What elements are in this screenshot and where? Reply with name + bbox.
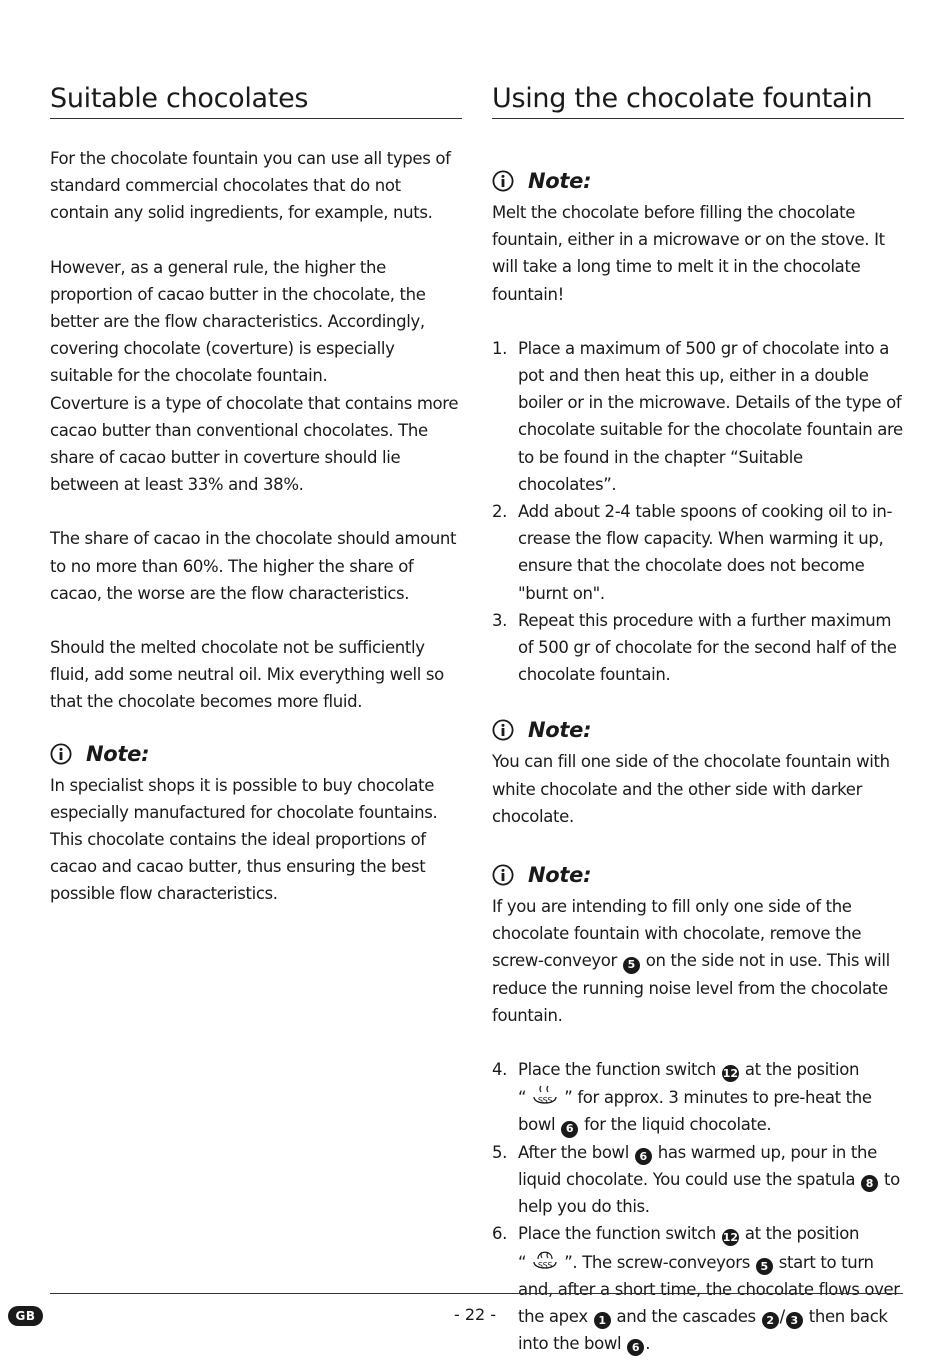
paragraph: However, as a general rule, the higher the proportion of cacao butter in the chocolate, the better are the flow characteristics. Accordingly, covering chocolate (coverture) is especially suitable for the chocolate fountain. [50, 257, 426, 386]
step-text: After the bowl [518, 1142, 629, 1162]
note-label: Note: [86, 741, 150, 766]
quote-mark: “ [518, 1088, 527, 1108]
steps-list-a [492, 335, 904, 689]
separator: / [779, 1306, 785, 1326]
ref-badge: 6 [561, 1121, 578, 1138]
ref-badge: 5 [756, 1258, 773, 1275]
step-number: 2. [492, 502, 508, 522]
note-text: Melt the chocolate before filling the chocolate fountain, either in a microwave or on the stove. It will take a long time to melt it in the chocolate fountain! [492, 203, 885, 304]
step-text: and the cascades [616, 1306, 756, 1326]
info-icon [50, 743, 72, 765]
note-heading [492, 712, 904, 748]
step-text: at the position [744, 1060, 860, 1080]
paragraph: Should the melted chocolate not be sufficiently fluid, add some neutral oil. Mix everything well so that the chocolate becomes more fluid. [50, 638, 444, 712]
language-badge: GB [8, 1306, 43, 1326]
note-label: Note: [528, 169, 592, 193]
step-text: has warmed up, pour in the liquid chocolate. You could use the spatula [518, 1142, 877, 1189]
quote-mark: ”. [564, 1252, 578, 1272]
info-icon [492, 170, 514, 192]
ref-badge: 8 [861, 1175, 878, 1192]
ref-badge: 3 [786, 1312, 803, 1329]
paragraph: For the chocolate fountain you can use all types of standard commercial chocolates that do not contain any solid ingredients, for example, nuts. [50, 149, 451, 223]
note-text [492, 893, 904, 1029]
step-text: for approx. 3 minutes to pre-heat the bowl [518, 1088, 872, 1135]
paragraph: Coverture is a type of chocolate that contains more cacao butter than conventional chocolates. The share of cacao butter in coverture should lie between at least 33% and 38%. [50, 393, 459, 495]
ref-badge: 12 [722, 1065, 739, 1082]
note-text: You can fill one side of the chocolate fountain with white chocolate and the other side with darker chocolate. [492, 752, 890, 826]
note-heading [492, 857, 904, 893]
step-text: Place a maximum of 500 gr of chocolate into a pot and then heat this up, either in a double boiler or in the microwave. Details of the type of chocolate suitable for the chocolate fountain are to be found in the chapter “Suitable chocolates”. [518, 338, 903, 494]
step-number: 1. [492, 338, 508, 358]
page-number: - 22 - [453, 1305, 497, 1324]
step-text: for the liquid chocolate. [584, 1115, 772, 1135]
info-icon [492, 864, 514, 886]
note-text-part: on the side not in use. This will reduce the running noise level from the chocolate fountain. [492, 951, 890, 1025]
step-text: Place the function switch [518, 1060, 717, 1080]
step-text: Add about 2-4 table spoons of cooking oil to in-crease the flow capacity. When warming it up, ensure that the chocolate does not become "burnt on". [518, 502, 893, 603]
note-label: Note: [528, 718, 592, 743]
ref-badge: 1 [594, 1312, 611, 1329]
list-item [492, 335, 904, 498]
quote-mark: “ [518, 1252, 527, 1272]
step-number: 6. [492, 1224, 508, 1244]
note-heading [50, 736, 462, 772]
svg-text:SSS: SSS [538, 1096, 553, 1106]
step-text: at the position [744, 1224, 860, 1244]
step-number: 3. [492, 610, 508, 630]
note-text: In specialist shops it is possible to buy chocolate especially manufactured for chocolate fountains. This chocolate contains the ideal proportions of cacao and cacao butter, thus ensuring the best possible flow characteristics. [50, 775, 438, 904]
info-icon [492, 719, 514, 741]
step-number: 4. [492, 1060, 508, 1080]
note-label: Note: [528, 863, 592, 888]
note-heading [492, 163, 904, 199]
footer-rule [50, 1293, 903, 1294]
section-title-using-fountain: Using the chocolate fountain [492, 83, 873, 114]
ref-badge: 12 [722, 1229, 739, 1246]
ref-badge: 2 [762, 1312, 779, 1329]
step-text: Place the function switch [518, 1224, 717, 1244]
list-item [492, 498, 904, 607]
list-item [492, 1056, 904, 1139]
heat-pump-symbol-icon [526, 1248, 564, 1274]
list-item [492, 1139, 904, 1221]
ref-badge: 5 [623, 957, 640, 974]
step-text: start to turn and, after a short time, the chocolate flows over the apex [518, 1252, 900, 1326]
step-text: . [645, 1334, 651, 1354]
quote-mark: ” [564, 1088, 573, 1108]
right-column [492, 80, 904, 1357]
list-item [492, 607, 904, 689]
step-text: Repeat this procedure with a further maximum of 500 gr of chocolate for the second half of the chocolate fountain. [518, 610, 897, 685]
heat-symbol-icon [526, 1083, 564, 1109]
paragraph: The share of cacao in the chocolate should amount to no more than 60%. The higher the share of cacao, the worse are the flow characteristics. [50, 529, 457, 603]
ref-badge: 6 [627, 1339, 644, 1356]
step-text: then back into the bowl [518, 1306, 888, 1354]
svg-text:SSS: SSS [538, 1260, 553, 1270]
list-item [492, 1220, 904, 1357]
left-column [50, 80, 462, 908]
section-title-suitable-chocolates: Suitable chocolates [50, 83, 309, 114]
note-text-part: If you are intending to fill only one side of the chocolate fountain with chocolate, remove the screw-conveyor [492, 897, 862, 971]
step-number: 5. [492, 1142, 508, 1162]
ref-badge: 6 [635, 1148, 652, 1165]
step-text: The screw-conveyors [582, 1252, 750, 1272]
step-text: to help you do this. [518, 1169, 900, 1217]
